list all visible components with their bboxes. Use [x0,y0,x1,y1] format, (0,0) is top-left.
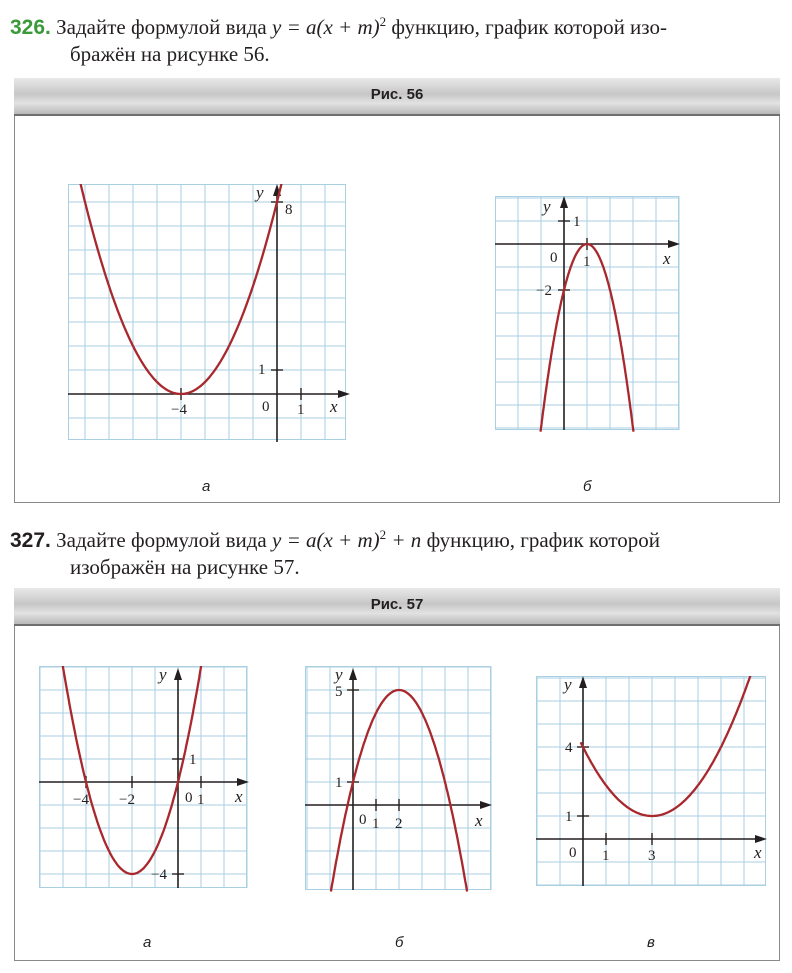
problem-327 [10,521,660,581]
tick-label-x-neg4: −4 [73,792,89,808]
formula-tail: + n [386,528,422,552]
caption-56a: а [202,478,211,495]
chart-57c-svg [536,676,771,888]
caption-56b: б [583,478,592,495]
formula-main: y = a(x + m) [272,528,380,552]
origin-label: 0 [185,790,193,806]
tick-label-y-8: 8 [285,202,293,218]
tick-label-y-1: 1 [258,362,266,378]
x-axis-label: x [330,397,338,416]
figure-56 [14,78,780,503]
figure-title: Рис. 57 [370,596,424,613]
problem-326 [10,8,667,68]
tick-label-y-1: 1 [335,775,343,791]
formula-exponent: 2 [379,527,387,542]
figure-title-band [14,78,780,116]
caption-57c: в [647,934,655,951]
tick-label-y-neg4: −4 [151,867,167,883]
tick-label-x-neg4: −4 [171,402,187,418]
problem-number: 326. [10,16,51,39]
tick-label-x-neg2: −2 [119,792,135,808]
tick-label-x-2: 2 [395,816,403,832]
grid-border [306,667,491,890]
y-axis-label: y [256,184,264,202]
x-axis-label: x [754,843,762,862]
caption-57a: а [143,934,152,951]
origin-label: 0 [262,399,270,415]
tick-label-x-1: 1 [372,816,380,832]
grid [39,666,247,888]
tick-label-y-neg2: −2 [536,283,552,299]
tick-label-y-5: 5 [335,684,343,700]
formula-main: y = a(x + m) [272,15,380,39]
tick-label-y-1: 1 [189,752,197,768]
chart-56a-svg [68,184,350,446]
formula-exponent: 2 [379,14,387,29]
chart-57b-svg [305,666,495,892]
x-axis-arrow [338,390,350,398]
tick-label-x-1: 1 [297,402,305,418]
grid [305,666,491,890]
problem-text-line2: бражён на рисунке 56. [70,42,270,66]
x-axis-label: x [475,811,483,830]
problem-text-line1-post: функцию, график которой [421,528,660,552]
origin-label: 0 [569,845,577,861]
y-axis-arrow [349,668,357,680]
chart-56b-svg [495,196,681,432]
figure-title-band [14,588,780,626]
chart-57b [305,666,495,892]
chart-57a-svg [39,666,251,890]
grid [495,196,679,430]
problem-text-line1-pre: Задайте формулой вида [56,15,272,39]
problem-text-line1-post: функцию, график которой изо- [386,15,667,39]
origin-label: 0 [550,250,558,266]
figure-57 [14,588,780,961]
tick-label-x-1: 1 [583,254,591,270]
tick-label-y-1: 1 [565,809,573,825]
chart-56a [68,184,350,446]
tick-label-y-4: 4 [565,740,573,756]
chart-57a [39,666,251,890]
tick-label-x-1: 1 [602,848,610,864]
problem-text-line1-pre: Задайте формулой вида [56,528,272,552]
problem-number: 327. [10,529,51,552]
figure-title: Рис. 56 [370,86,424,103]
y-axis-label: y [564,676,572,694]
origin-label: 0 [359,812,367,828]
x-axis-label: x [235,787,243,806]
chart-56b [495,196,681,432]
tick-label-x-1: 1 [197,792,205,808]
tick-label-x-3: 3 [648,848,656,864]
y-axis-label: y [543,197,551,216]
x-axis-label: x [663,249,671,268]
caption-57b: б [395,934,404,951]
y-axis-arrow [174,668,182,680]
grid-border [40,667,247,888]
tick-label-y-1: 1 [573,214,581,230]
y-axis-label: y [335,666,343,684]
chart-57c [536,676,771,888]
y-axis-label: y [159,666,167,684]
problem-text-line2: изображён на рисунке 57. [70,555,300,579]
